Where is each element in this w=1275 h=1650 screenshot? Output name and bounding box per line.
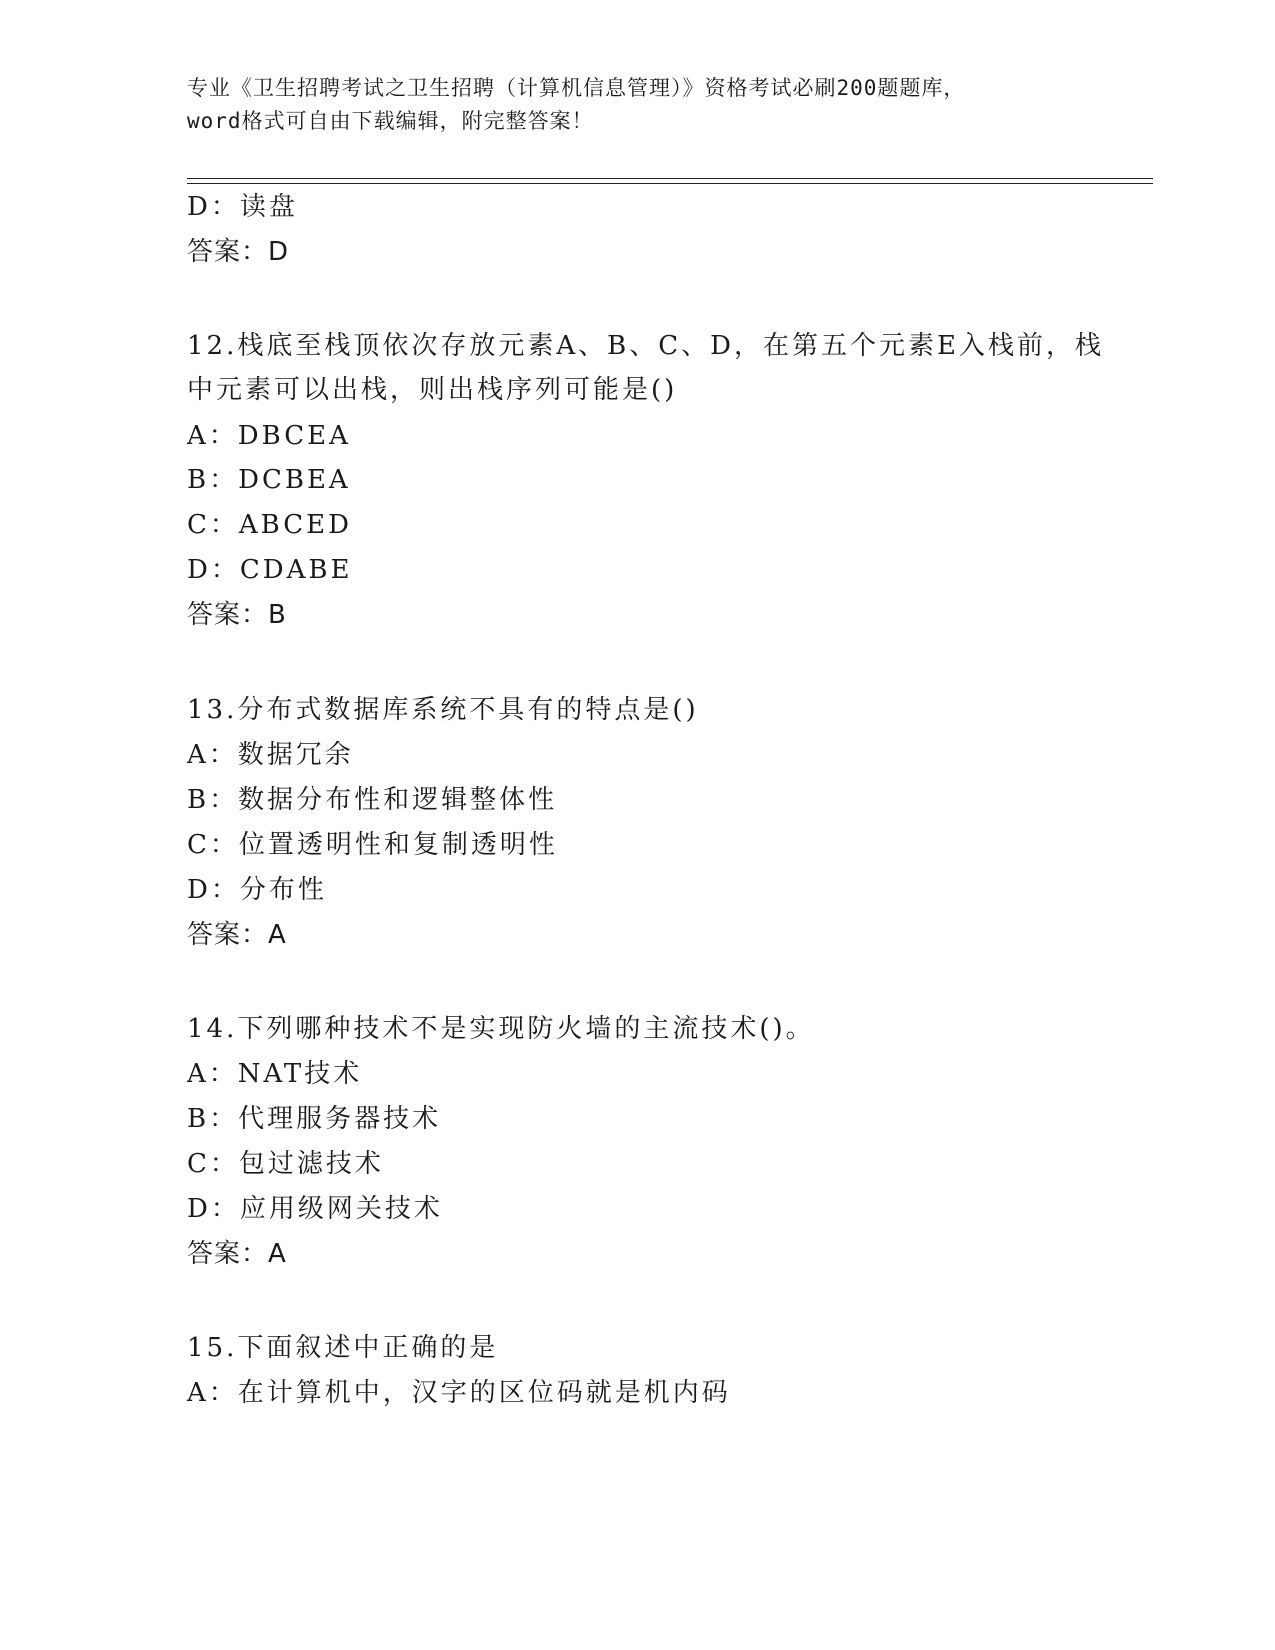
q12-option-d: D：CDABE: [187, 555, 353, 585]
q14-option-a: A：NAT技术: [187, 1059, 363, 1089]
q12-option-a: A：DBCEA: [187, 421, 351, 451]
q14-stem: 14.下列哪种技术不是实现防火墙的主流技术()。: [187, 1014, 815, 1044]
prev-answer: 答案：D: [187, 237, 290, 267]
q13-option-a: A：数据冗余: [187, 740, 354, 770]
q14-answer: 答案：A: [187, 1239, 287, 1269]
header-rule-bottom: [187, 183, 1153, 184]
q14-option-d: D：应用级网关技术: [187, 1194, 443, 1224]
q12-option-b: B：DCBEA: [187, 465, 351, 495]
q12-stem-line-2: 中元素可以出栈，则出栈序列可能是(): [187, 375, 678, 405]
q13-option-c: C：位置透明性和复制透明性: [187, 830, 558, 860]
prev-option-d: D：读盘: [187, 192, 298, 222]
q15-stem: 15.下面叙述中正确的是: [187, 1333, 499, 1363]
q13-answer: 答案：A: [187, 920, 287, 950]
header-rule-top: [187, 178, 1153, 179]
q14-option-c: C：包过滤技术: [187, 1149, 384, 1179]
q12-stem-line-1: 12.栈底至栈顶依次存放元素A、B、C、D，在第五个元素E入栈前，栈: [187, 331, 1104, 361]
q12-option-c: C：ABCED: [187, 510, 352, 540]
document-header: [187, 72, 1087, 138]
q14-option-b: B：代理服务器技术: [187, 1104, 442, 1134]
header-line-2: word格式可自由下载编辑，附完整答案！: [187, 109, 594, 133]
q13-option-d: D：分布性: [187, 875, 327, 905]
q15-option-a: A：在计算机中，汉字的区位码就是机内码: [187, 1378, 731, 1408]
q13-option-b: B：数据分布性和逻辑整体性: [187, 785, 558, 815]
header-line-1: 专业《卫生招聘考试之卫生招聘（计算机信息管理）》资格考试必刷200题题库，: [187, 76, 966, 100]
q12-answer: 答案：B: [187, 600, 287, 630]
q13-stem: 13.分布式数据库系统不具有的特点是(): [187, 695, 699, 725]
